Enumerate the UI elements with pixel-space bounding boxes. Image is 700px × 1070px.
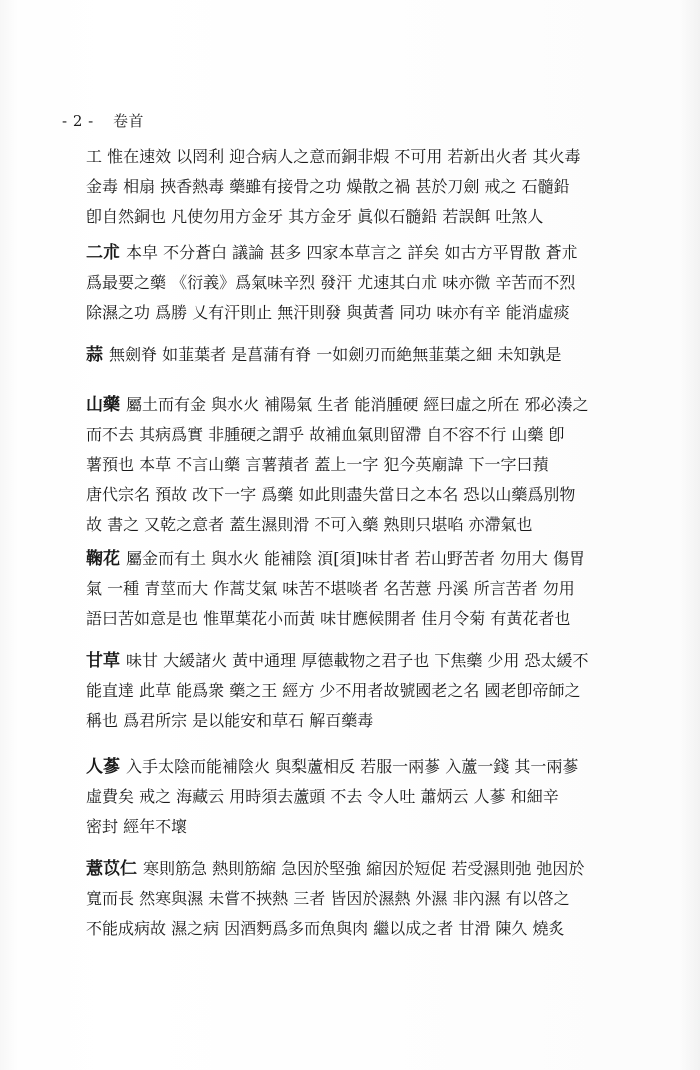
- text-line: 除濕之功 爲勝 乂有汗則止 無汗則發 與黃耆 同功 味亦有辛 能消虛痰: [86, 303, 570, 322]
- text-line: 薯預也 本草 不言山藥 言薯蕷者 蓋上一字 犯今英廟諱 下一字曰蕷: [86, 455, 549, 474]
- text-line: [86, 340, 666, 370]
- text-line: [86, 752, 666, 782]
- entry-headword: 鞠花: [86, 549, 120, 569]
- text-line: 唐代宗名 預故 改下一字 爲藥 如此則盡失當日之本名 恐以山藥爲別物: [86, 485, 576, 504]
- text-line: 密封 經年不壞: [86, 817, 188, 836]
- entry-headword: 薏苡仁: [86, 859, 137, 879]
- entry-text: 寒則筋急 熱則筋縮 急因於堅強 縮因於短促 若受濕則弛 弛因於: [143, 859, 585, 878]
- entry-shan-yao: [86, 390, 666, 540]
- entry-text: 本皁 不分蒼白 議論 甚多 四家本草言之 詳矣 如古方平胃散 蒼朮: [126, 243, 578, 262]
- entry-text: 屬金而有土 與水火 能補陰 湏[須]味甘者 若山野苦者 勿用大 傷胃: [126, 549, 586, 568]
- entry-headword: 人蔘: [86, 757, 120, 777]
- text-line: [86, 854, 666, 884]
- text-line: 金毒 相扇 挾香熱毒 藥雖有接骨之功 燥散之禍 甚於刀劍 戒之 石髓鉛: [86, 177, 570, 196]
- text-line: 氣 一種 青莖而大 作蒿艾氣 味苦不堪啖者 名苦薏 丹溪 所言苦者 勿用: [86, 579, 575, 598]
- text-line: 卽自然銅也 凡使勿用方金牙 其方金牙 眞似石髓鉛 若誤餌 吐煞人: [86, 207, 544, 226]
- text-line: 而不去 其病爲實 非腫硬之謂乎 故補血氣則留滯 自不容不行 山藥 卽: [86, 425, 565, 444]
- text-line: 工 惟在速效 以罔利 迎合病人之意而銅非煆 不可用 若新出火者 其火毒: [86, 147, 581, 166]
- text-line: [86, 646, 666, 676]
- entry-headword: 甘草: [86, 651, 120, 671]
- entry-text: 屬土而有金 與水火 補陽氣 生者 能消腫硬 經曰虛之所在 邪必湊之: [126, 395, 589, 414]
- text-line: 虛費矣 戒之 海藏云 用時須去蘆頭 不去 令人吐 蕭炳云 人蔘 和細辛: [86, 787, 559, 806]
- entry-ju-hua: [86, 544, 666, 634]
- entry-gan-cao: [86, 646, 666, 736]
- text-line: [86, 390, 666, 420]
- text-line: 能直達 此草 能爲衆 藥之王 經方 少不用者故號國老之名 國老卽帝師之: [86, 681, 581, 700]
- entry-headword: 山藥: [86, 395, 120, 415]
- entry-headword: 二朮: [86, 243, 120, 263]
- entry-ren-shen: [86, 752, 666, 842]
- entry-text: 味甘 大緩諸火 黃中通理 厚德載物之君子也 下焦藥 少用 恐太緩不: [126, 651, 589, 670]
- entry-text: 入手太陰而能補陰火 與梨蘆相反 若服一兩蔘 入蘆一錢 其一兩蔘: [126, 757, 579, 776]
- text-line: 語曰苦如意是也 惟單葉花小而黃 味甘應候開者 佳月令菊 有黃花者也: [86, 609, 571, 628]
- entry-headword: 蒜: [86, 345, 103, 365]
- entry-text: 無劍脊 如韮葉者 是菖蒲有脊 一如劍刃而絶無韮葉之細 未知孰是: [109, 345, 562, 364]
- entry-suan: [86, 340, 666, 370]
- text-line: 爲最要之藥 《衍義》爲氣味辛烈 發汗 尤速其白朮 味亦微 辛苦而不烈: [86, 273, 576, 292]
- text-line: 不能成病故 濕之病 因酒麪爲多而魚與肉 繼以成之者 甘滑 陳久 燒炙: [86, 919, 565, 938]
- text-line: [86, 544, 666, 574]
- page-number: - 2 -: [62, 112, 94, 130]
- entry-yi-yi-ren: [86, 854, 666, 944]
- text-line: 稱也 爲君所宗 是以能安和草石 解百藥毒: [86, 711, 374, 730]
- entry-er-zhu: [86, 238, 666, 328]
- text-line: [86, 238, 666, 268]
- page-header: [62, 110, 144, 131]
- text-line: 故 書之 又乾之意者 蓋生濕則滑 不可入藥 熟則只堪啗 亦滯氣也: [86, 515, 533, 534]
- text-line: 寬而長 然寒與濕 未嘗不挾熱 三者 皆因於濕熱 外濕 非內濕 有以啓之: [86, 889, 570, 908]
- section-title: 卷首: [113, 112, 145, 130]
- entry-continuation: [86, 142, 666, 232]
